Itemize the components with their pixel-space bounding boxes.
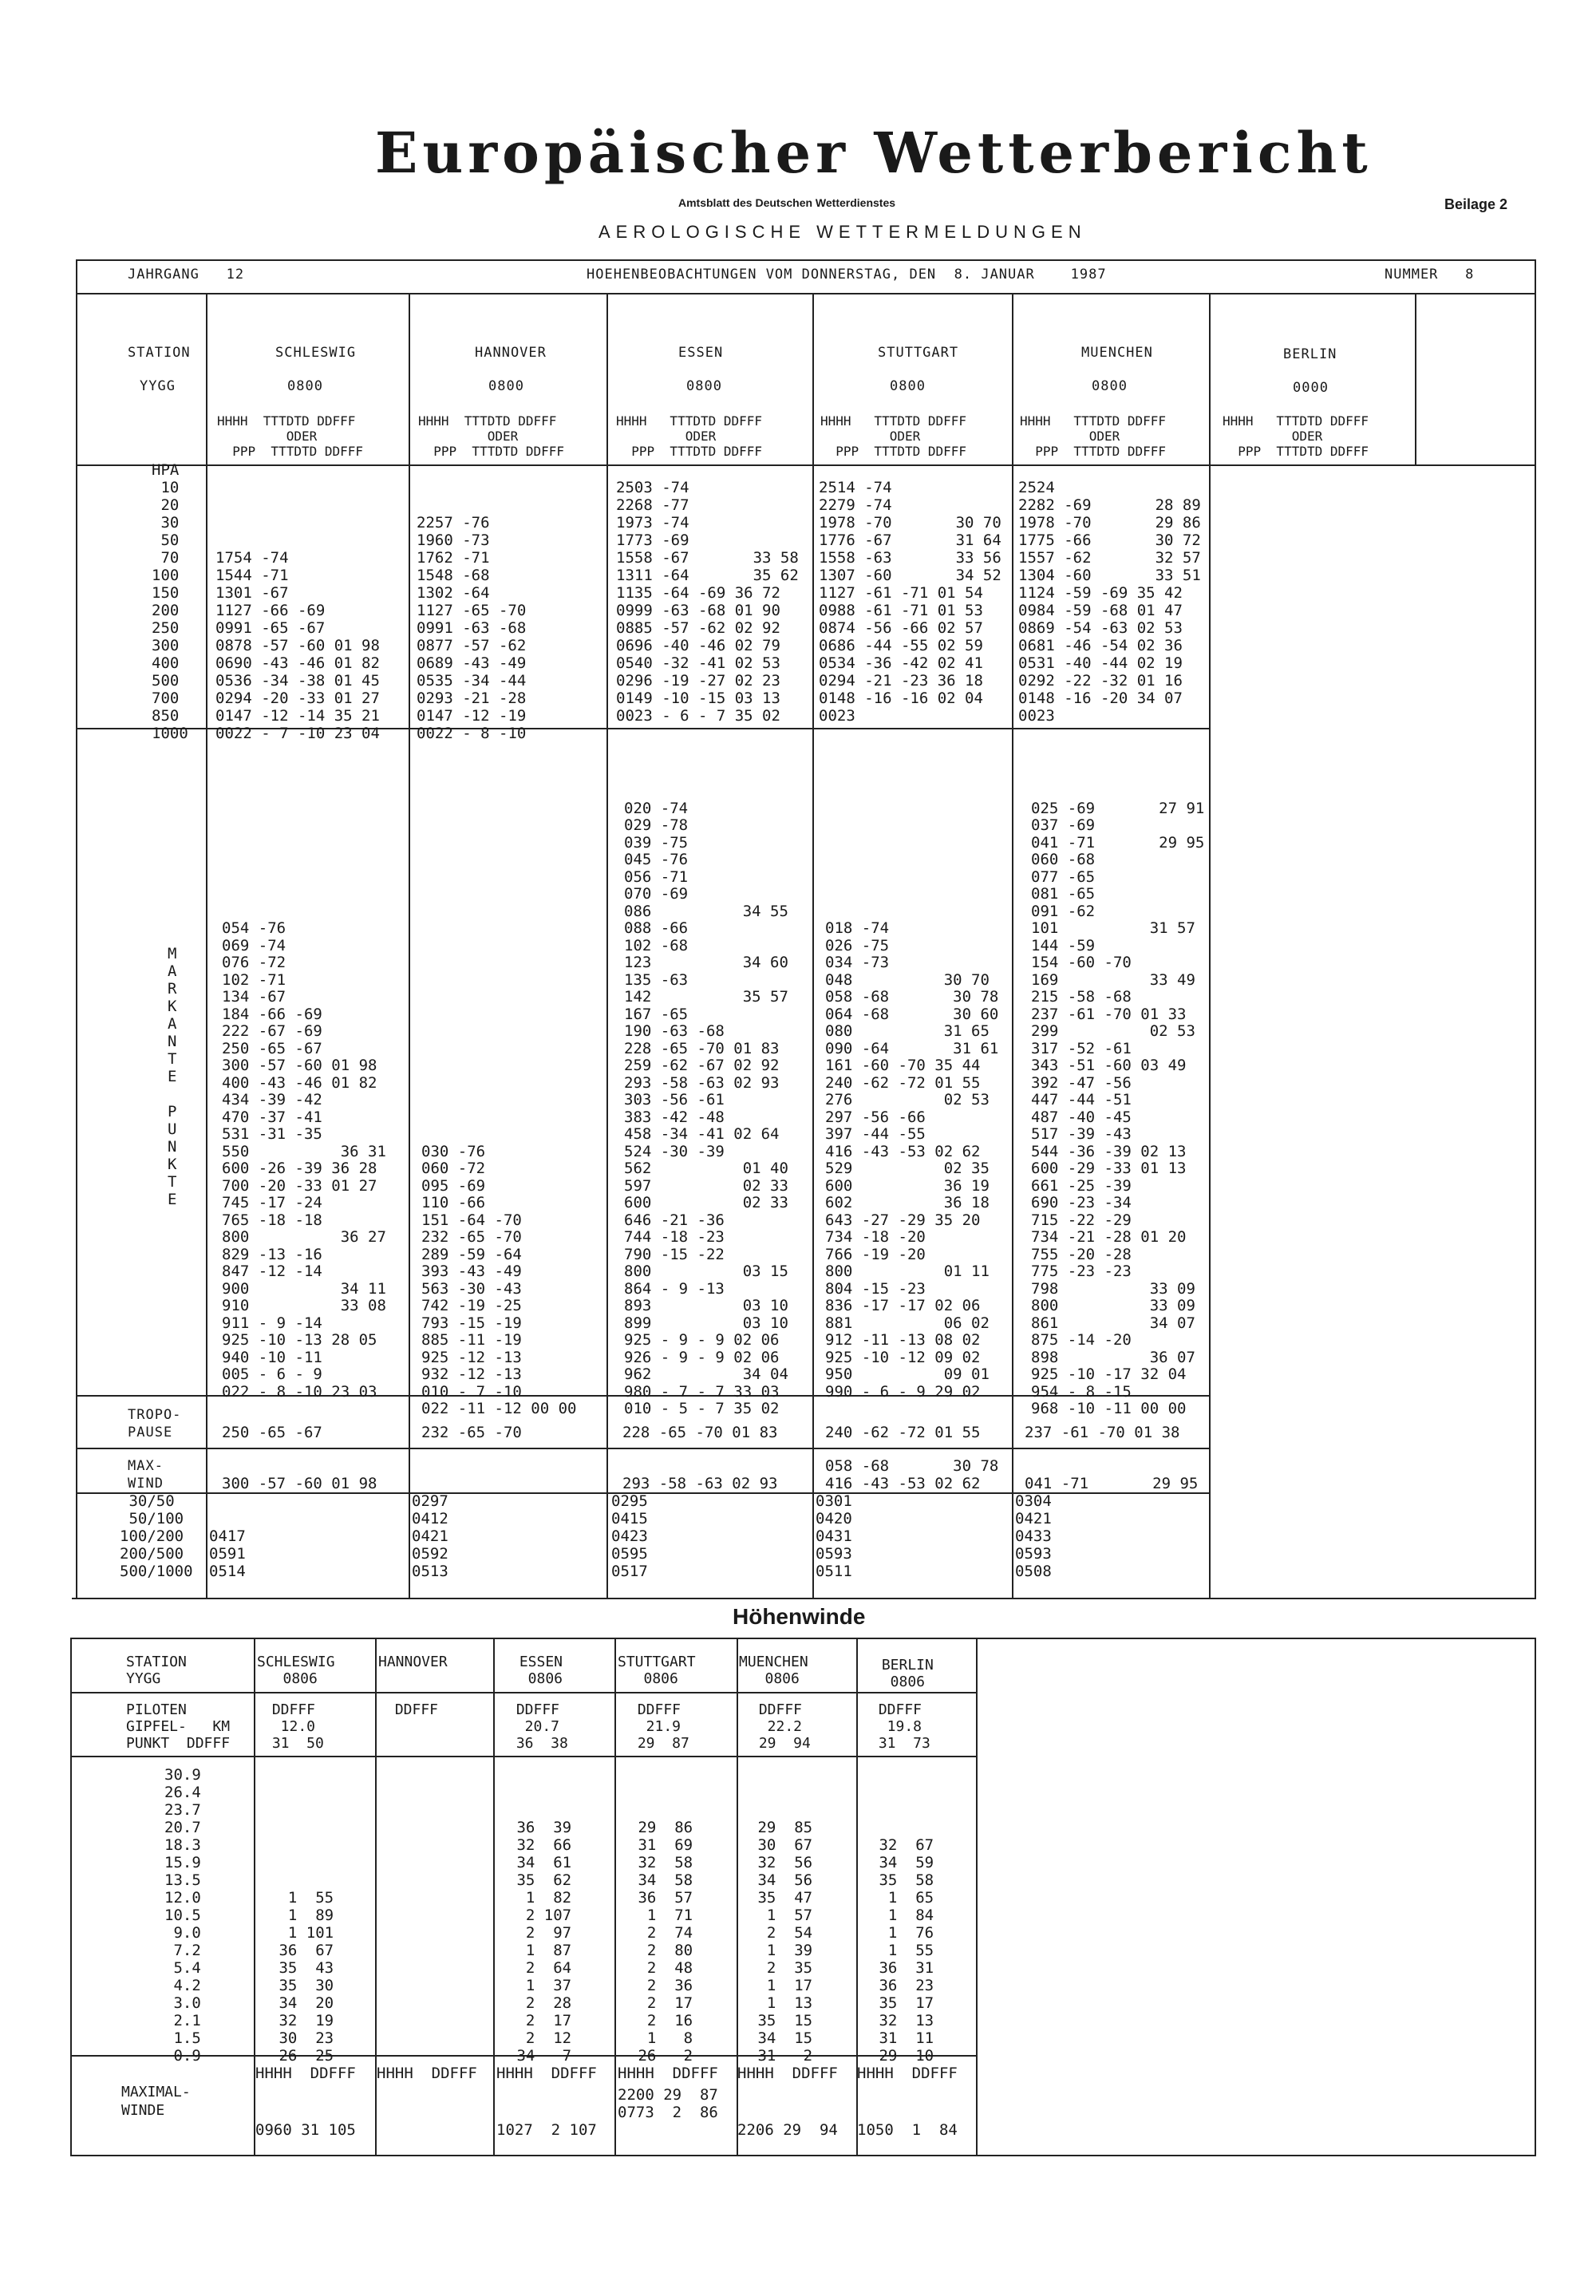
significant-points: 054 -76 069 -74 076 -72 102 -71 134 -67 184 -66 -69 222 -67 -69 250 -65 -67 300 -57 -60 01 98 400 -43 -46 01 82 434 -39 -42 470 -37 -41 531 -31 -35 550 36 31 600 -26 -39 36 28 700 -20 -33 01 27 745 -17 -24 765 -18 -18 800 36 27 829 -13 -16 847 -12 -14 900 34 11 910 33 08 911 - 9 -14 925 -10 -13 28 05 940 -10 -11 005 - 6 - 9 022 - 8 -10 23 03 xyxy=(222,919,386,1401)
hw-gipfel: DDFFF 21.9 29 87 xyxy=(637,1701,689,1752)
maxwind-value: 300 -57 -60 01 98 xyxy=(222,1475,377,1492)
hw-maxwind-header: HHHH DDFFF xyxy=(255,2065,356,2082)
column-header: HHHH TTTDTD DDFFF ODER PPP TTTDTD DDFFF xyxy=(1020,413,1167,459)
tropopause-value: 228 -65 -70 01 83 xyxy=(622,1424,778,1441)
standard-levels: 2524 2282 -69 28 89 1978 -70 29 86 1775 -66 30 72 1557 -62 32 57 1304 -60 33 51 1124 -59 -69 35 42 0984 -59 -68 01 47 0869 -54 -63 02 53 0681 -46 -54 02 36 0531 -40 -44 02 19 0292 -22 -32 01 16 0148 -16 -20 34 07 0023 xyxy=(1018,479,1201,725)
hw-maxwind-value: 0960 31 105 xyxy=(255,2121,356,2139)
station-name: BERLIN xyxy=(1283,346,1337,362)
nummer: NUMMER 8 xyxy=(1385,267,1475,283)
pressure-ranges: 0297 0412 0421 0592 0513 xyxy=(412,1492,448,1580)
hw-maxwind-value: 2206 29 94 xyxy=(737,2121,838,2139)
observation-title: HOEHENBEOBACHTUNGEN VOM DONNERSTAG, DEN 8. JANUAR 1987 xyxy=(587,267,1107,283)
hw-station-name: SCHLESWIG 0806 xyxy=(257,1654,335,1687)
hw-station-name: STUTTGART 0806 xyxy=(618,1654,696,1687)
hw-gipfel: DDFFF 20.7 36 38 xyxy=(516,1701,568,1752)
hw-winds: 32 67 34 59 35 58 1 65 1 84 1 76 1 55 36 31 36 23 35 17 32 13 31 11 29 10 xyxy=(879,1836,934,2065)
station-yygg: 0800 xyxy=(488,378,524,394)
hw-maxwind-header: HHHH DDFFF xyxy=(496,2065,597,2082)
report-title: Europäischer Wetterbericht xyxy=(375,120,1373,186)
hw-gipfel: DDFFF 19.8 31 73 xyxy=(878,1701,930,1752)
hoehenwinde-title: Höhenwinde xyxy=(733,1604,866,1629)
hw-winds: 29 86 31 69 32 58 34 58 36 57 1 71 2 74 2 80 2 48 2 36 2 17 2 16 1 8 26 2 xyxy=(638,1819,693,2065)
column-header: HHHH TTTDTD DDFFF ODER PPP TTTDTD DDFFF xyxy=(418,413,565,459)
pressure-ranges: 0417 0591 0514 xyxy=(209,1527,246,1580)
maxwind-value: 041 -71 29 95 xyxy=(1025,1475,1199,1492)
station-name: HANNOVER xyxy=(475,345,547,361)
maxwind-label: MAX- WIND xyxy=(128,1458,164,1492)
station-name: MUENCHEN xyxy=(1081,345,1153,361)
pressure-ranges: 0301 0420 0431 0593 0511 xyxy=(816,1492,852,1580)
station-label: STATION xyxy=(128,345,191,361)
maxwind-value: 293 -58 -63 02 93 xyxy=(622,1475,778,1492)
hw-winds: 29 85 30 67 32 56 34 56 35 47 1 57 2 54 1 39 2 35 1 17 1 13 35 15 34 15 31 2 xyxy=(757,1819,813,2065)
hw-station-label: STATION YYGG xyxy=(126,1654,187,1687)
jahrgang: JAHRGANG 12 xyxy=(128,267,245,283)
standard-levels: 2514 -74 2279 -74 1978 -70 30 70 1776 -67 31 64 1558 -63 33 56 1307 -60 34 52 1127 -61 -71 01 54 0988 -61 -71 01 53 0874 -56 -66 02 57 0686 -44 -55 02 59 0534 -36 -42 02 41 0294 -21 -23 36 18 0148 -16 -16 02 04 0023 xyxy=(819,479,1001,725)
hw-maxwind-header: HHHH DDFFF xyxy=(377,2065,477,2082)
beilage-label: Beilage 2 xyxy=(1444,196,1508,212)
station-yygg: 0000 xyxy=(1293,380,1329,396)
hw-maxwind-value: 1027 2 107 xyxy=(496,2121,597,2139)
hw-maxwind-value: 2200 29 87 0773 2 86 xyxy=(618,2086,718,2121)
standard-levels: 2503 -74 2268 -77 1973 -74 1773 -69 1558 -67 33 58 1311 -64 35 62 1135 -64 -69 36 72 0999 -63 -68 01 90 0885 -57 -62 02 92 0696 -40 -46 02 79 0540 -32 -41 02 53 0296 -19 -27 02 23 0149 -10 -15 03 13 0023 - 6 - 7 35 02 xyxy=(616,479,799,725)
standard-levels: 2257 -76 1960 -73 1762 -71 1548 -68 1302 -64 1127 -65 -70 0991 -63 -68 0877 -57 -62 0689 -43 -49 0535 -34 -44 0293 -21 -28 0147 -12 -19 0022 - 8 -10 xyxy=(417,514,527,742)
markante-punkte-label: M A R K A N T E P U N K T E xyxy=(168,945,177,1208)
tropopause-label: TROPO- PAUSE xyxy=(128,1407,182,1440)
hw-gipfel: DDFFF 22.2 29 94 xyxy=(758,1701,811,1752)
station-yygg: 0800 xyxy=(890,378,926,394)
hpa-levels: HPA 10 20 30 50 70 100 150 200 250 300 400 500 700 850 1000 xyxy=(152,461,188,742)
significant-points: 020 -74 029 -78 039 -75 045 -76 056 -71 070 -69 086 34 55 088 -66 102 -68 123 34 60 135 -63 142 35 57 167 -65 190 -63 -68 228 -65 -70 01 83 259 -62 -67 02 92 293 -58 -63 02 93 303 -56 -61 383 -42 -48 458 -34 -41 02 64 524 -30 -39 562 01 40 597 02 33 600 02 33 646 -21 -36 744 -18 -23 790 -15 -22 800 03 15 864 - 9 -13 893 03 10 899 03 10 925 - 9 - 9 02 06 926 - 9 - 9 02 06 962 34 04 980 - 7 - 7 33 03 010 - 5 - 7 35 02 xyxy=(624,799,788,1417)
tropopause-value: 237 -61 -70 01 38 xyxy=(1025,1424,1180,1441)
station-yygg: 0800 xyxy=(686,378,722,394)
column-header: HHHH TTTDTD DDFFF ODER PPP TTTDTD DDFFF xyxy=(616,413,763,459)
hw-height-levels: 30.9 26.4 23.7 20.7 18.3 15.9 13.5 12.0 10.5 9.0 7.2 5.4 4.2 3.0 2.1 1.5 0.9 xyxy=(164,1766,201,2065)
column-header: HHHH TTTDTD DDFFF ODER PPP TTTDTD DDFFF xyxy=(820,413,967,459)
standard-levels: 1754 -74 1544 -71 1301 -67 1127 -66 -69 0991 -65 -67 0878 -57 -60 01 98 0690 -43 -46 01 82 0536 -34 -38 01 45 0294 -20 -33 01 27 0147 -12 -14 35 21 0022 - 7 -10 23 04 xyxy=(215,549,380,742)
station-yygg: 0800 xyxy=(1092,378,1128,394)
column-header: HHHH TTTDTD DDFFF ODER PPP TTTDTD DDFFF xyxy=(1223,413,1369,459)
station-yygg: 0800 xyxy=(287,378,323,394)
hw-winds: 1 55 1 89 1 101 36 67 35 43 35 30 34 20 32 19 30 23 26 25 xyxy=(279,1889,334,2065)
tropopause-value: 232 -65 -70 xyxy=(421,1424,522,1441)
maxwind-value: 058 -68 30 78 416 -43 -53 02 62 xyxy=(825,1457,999,1492)
significant-points: 030 -76 060 -72 095 -69 110 -66 151 -64 -70 232 -65 -70 289 -59 -64 393 -43 -49 563 -30 -43 742 -19 -25 793 -15 -19 885 -11 -19 925 -12 -13 932 -12 -13 010 - 7 -10 022 -11 -12 00 00 xyxy=(421,1142,577,1417)
station-name: ESSEN xyxy=(678,345,724,361)
hw-station-name: HANNOVER xyxy=(378,1654,448,1670)
hw-station-name: BERLIN 0806 xyxy=(881,1657,934,1690)
significant-points: 018 -74 026 -75 034 -73 048 30 70 058 -68 30 78 064 -68 30 60 080 31 65 090 -64 31 61 161 -60 -70 35 44 240 -62 -72 01 55 276 02 53 297 -56 -66 397 -44 -55 416 -43 -53 02 62 529 02 35 600 36 19 602 36 18 643 -27 -29 35 20 734 -18 -20 766 -19 -20 800 01 11 804 -15 -23 836 -17 -17 02 06 881 06 02 912 -11 -13 08 02 925 -10 -12 09 02 950 09 01 990 - 6 - 9 29 02 xyxy=(825,919,999,1401)
hw-gipfel: DDFFF xyxy=(386,1701,439,1718)
section-title: AEROLOGISCHE WETTERMELDUNGEN xyxy=(598,222,1087,242)
report-subtitle: Amtsblatt des Deutschen Wetterdienstes xyxy=(678,196,896,209)
column-header: HHHH TTTDTD DDFFF ODER PPP TTTDTD DDFFF xyxy=(217,413,364,459)
tropopause-value: 240 -62 -72 01 55 xyxy=(825,1424,981,1441)
hw-maxwind-header: HHHH DDFFF xyxy=(737,2065,838,2082)
hw-station-name: ESSEN 0806 xyxy=(519,1654,563,1687)
hw-station-name: MUENCHEN 0806 xyxy=(739,1654,808,1687)
significant-points: 025 -69 27 91 037 -69 041 -71 29 95 060 -68 077 -65 081 -65 091 -62 101 31 57 144 -59 154 -60 -70 169 33 49 215 -58 -68 237 -61 -70 01 33 299 02 53 317 -52 -61 343 -51 -60 03 49 392 -47 -56 447 -44 -51 487 -40 -45 517 -39 -43 544 -36 -39 02 13 600 -29 -33 01 13 661 -25 -39 690 -23 -34 715 -22 -29 734 -21 -28 01 20 755 -20 -28 775 -23 -23 798 33 09 800 33 09 861 34 07 875 -14 -20 898 36 07 925 -10 -17 32 04 954 - 8 -15 968 -10 -11 00 00 xyxy=(1031,799,1205,1417)
yygg-label: YYGG xyxy=(140,378,176,394)
hw-maxwind-header: HHHH DDFFF xyxy=(618,2065,718,2082)
station-name: SCHLESWIG xyxy=(275,345,357,361)
pressure-ranges-label: 30/50 50/100 100/200 200/500 500/1000 xyxy=(120,1492,193,1580)
pressure-ranges: 0295 0415 0423 0595 0517 xyxy=(611,1492,648,1580)
hw-maxwinde-label: MAXIMAL- WINDE xyxy=(121,2084,191,2119)
station-name: STUTTGART xyxy=(878,345,959,361)
hw-winds: 36 39 32 66 34 61 35 62 1 82 2 107 2 97 1 87 2 64 1 37 2 28 2 17 2 12 34 7 xyxy=(516,1819,572,2065)
tropopause-value: 250 -65 -67 xyxy=(222,1424,322,1441)
hw-gipfel: DDFFF 12.0 31 50 xyxy=(271,1701,324,1752)
hw-maxwind-header: HHHH DDFFF xyxy=(857,2065,958,2082)
pressure-ranges: 0304 0421 0433 0593 0508 xyxy=(1015,1492,1052,1580)
hw-piloten-label: PILOTEN GIPFEL- KM PUNKT DDFFF xyxy=(126,1701,231,1752)
hw-maxwind-value: 1050 1 84 xyxy=(857,2121,958,2139)
